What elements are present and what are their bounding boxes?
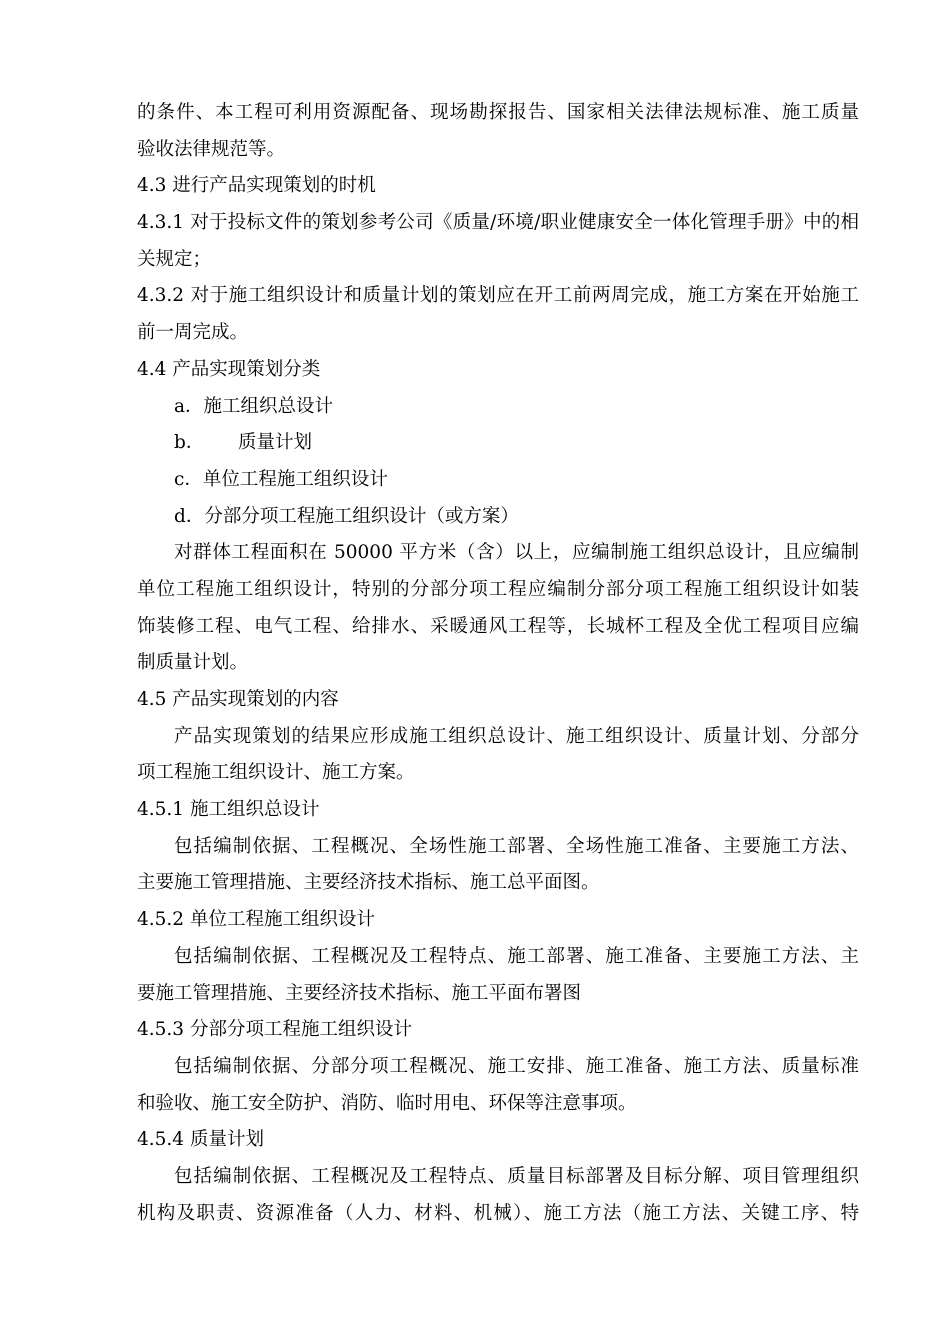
paragraph-line: 4.3.2 对于施工组织设计和质量计划的策划应在开工前两周完成，施工方案在开始施工 (137, 285, 859, 307)
paragraph-line: 关规定； (137, 248, 212, 270)
paragraph-line: 对群体工程面积在 50000 平方米（含）以上，应编制施工组织总设计，且应编制 (174, 542, 859, 564)
list-item (137, 462, 859, 499)
paragraph-line: 包括编制依据、分部分项工程概况、施工安排、施工准备、施工方法、质量标准 (174, 1055, 859, 1077)
paragraph-line: 机构及职责、资源准备（人力、材料、机械）、施工方法（施工方法、关键工序、特 (137, 1202, 859, 1224)
paragraph-line: 制质量计划。 (137, 652, 249, 674)
section-heading: 4.3 进行产品实现策划的时机 (137, 175, 376, 197)
list-item (137, 499, 859, 536)
section-heading: 4.5.3 分部分项工程施工组织设计 (137, 1019, 412, 1041)
paragraph-line: 包括编制依据、工程概况、全场性施工部署、全场性施工准备、主要施工方法、 (174, 835, 859, 857)
section-heading: 4.5 产品实现策划的内容 (137, 689, 339, 710)
section-heading: 4.5.2 单位工程施工组织设计 (137, 909, 375, 931)
paragraph-line: 主要施工管理措施、主要经济技术指标、施工总平面图。 (137, 872, 600, 894)
paragraph-line: 验收法律规范等。 (137, 138, 286, 160)
list-marker: b． (174, 432, 205, 454)
list-item (137, 425, 859, 462)
paragraph-line: 项工程施工组织设计、施工方案。 (137, 762, 415, 784)
paragraph-line: 4.3.1 对于投标文件的策划参考公司《质量/环境/职业健康安全一体化管理手册》中的相 (137, 212, 859, 234)
paragraph-line: 要施工管理措施、主要经济技术指标、施工平面布署图 (137, 982, 582, 1004)
paragraph-line: 前一周完成。 (137, 322, 249, 344)
section-heading: 4.4 产品实现策划分类 (137, 358, 321, 380)
list-marker: a． (174, 395, 204, 417)
paragraph-line: 包括编制依据、工程概况及工程特点、质量目标部署及目标分解、项目管理组织 (174, 1165, 859, 1187)
list-marker: c． (174, 468, 203, 490)
list-item (137, 389, 859, 426)
paragraph-line: 产品实现策划的结果应形成施工组织总设计、施工组织设计、质量计划、分部分 (174, 725, 859, 747)
list-item-text: 分部分项工程施工组织设计（或方案） (204, 505, 519, 527)
paragraph-line: 饰装修工程、电气工程、给排水、采暖通风工程等，长城杯工程及全优工程项目应编 (137, 615, 859, 637)
section-heading: 4.5.4 质量计划 (137, 1129, 264, 1151)
paragraph-line: 和验收、施工安全防护、消防、临时用电、环保等注意事项。 (137, 1092, 637, 1114)
list-marker: d． (174, 505, 205, 527)
paragraph-line: 的条件、本工程可利用资源配备、现场勘探报告、国家相关法律法规标准、施工质量 (137, 102, 859, 123)
paragraph-line: 单位工程施工组织设计，特别的分部分项工程应编制分部分项工程施工组织设计如装 (137, 578, 859, 600)
list-item-text: 质量计划 (238, 432, 313, 454)
list-item-text: 单位工程施工组织设计 (202, 468, 388, 490)
list-item-text: 施工组织总设计 (203, 395, 334, 417)
document-page (137, 95, 859, 1232)
paragraph-line: 包括编制依据、工程概况及工程特点、施工部署、施工准备、主要施工方法、主 (174, 945, 859, 967)
section-heading: 4.5.1 施工组织总设计 (137, 799, 320, 821)
